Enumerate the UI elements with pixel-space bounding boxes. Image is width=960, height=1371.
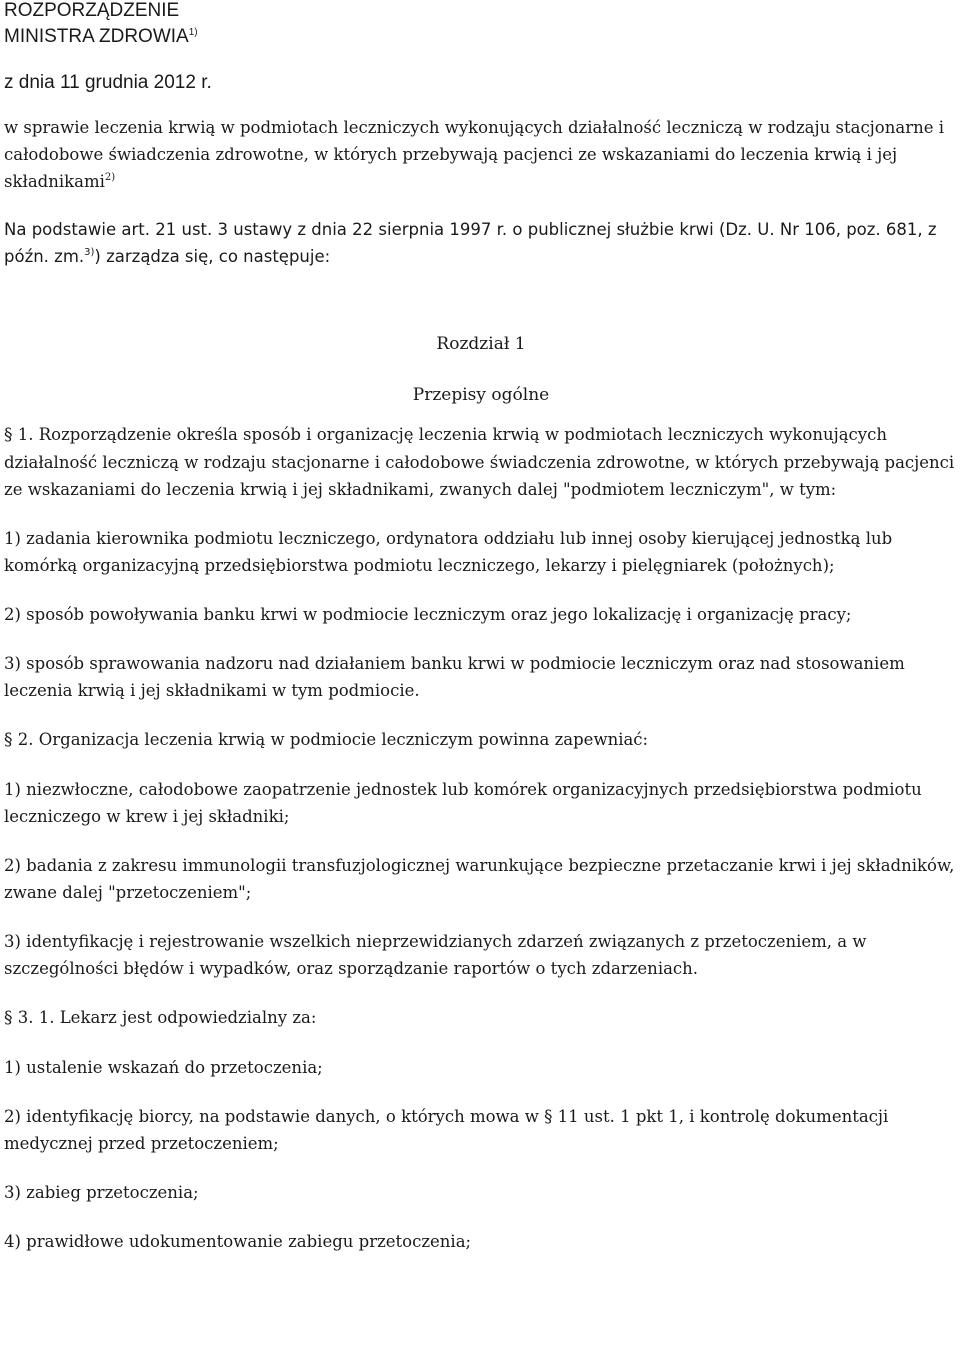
section-1-item-3 [4,650,958,704]
list-item-text: 3) identyfikację i rejestrowanie wszelkich nieprzewidzianych zdarzeń związanych z przetoczeniem, a w szczególności błędów i wypadków, oraz sporządzanie raportów o tych zdarzeniach. [4,932,867,978]
section-text: 1. Lekarz jest odpowiedzialny za: [38,1008,317,1027]
list-item-text: 1) zadania kierownika podmiotu leczniczego, ordynatora oddziału lub innej osoby kierującej jednostką lub komórką organizacyjną przedsiębiorstwa podmiotu leczniczego, lekarzy i pielęgniarek (położnych); [4,529,893,575]
document-type [4,0,958,24]
section-text: Organizacja leczenia krwią w podmiocie leczniczym powinna zapewniać: [38,730,649,749]
chapter-title [4,383,958,407]
list-item-text: 3) sposób sprawowania nadzoru nad działaniem banku krwi w podmiocie leczniczym oraz nad stosowaniem leczenia krwią i jej składnikami w tym podmiocie. [4,654,905,700]
section-3-item-1 [4,1054,958,1081]
document-subject [4,114,958,195]
section-symbol: § [4,425,13,445]
section-2-item-3 [4,928,958,982]
issuer-line [4,24,958,50]
list-item-text: 2) sposób powoływania banku krwi w podmiocie leczniczym oraz jego lokalizację i organizację pracy; [4,605,852,624]
section-number: 3. [12,1008,39,1027]
chapter-number [4,332,958,356]
list-item-text: 2) badania z zakresu immunologii transfuzjologicznej warunkujące bezpieczne przetaczanie krwi i jej składników, zwane dalej "przetoczeniem"; [4,856,955,902]
legal-basis [4,216,958,270]
chapter-title-text: Przepisy ogólne [412,385,550,405]
section-3-item-3 [4,1179,958,1206]
section-3-item-4 [4,1228,958,1255]
section-text: Rozporządzenie określa sposób i organizację leczenia krwią w podmiotach leczniczych wykonujących działalność leczniczą w rodzaju stacjonarne i całodobowe świadczenia zdrowotne, w których przebywają pacjenci ze wskazaniami do leczenia krwią i jej składnikami, zwanych dalej "podmiotem leczniczym", w tym: [4,425,955,499]
section-2-item-2 [4,852,958,906]
list-item-text: 1) ustalenie wskazań do przetoczenia; [4,1058,323,1077]
subject-text: w sprawie leczenia krwią w podmiotach leczniczych wykonujących działalność leczniczą w rodzaju stacjonarne i całodobowe świadczenia zdrowotne, w których przebywają pacjenci ze wskazaniami do leczenia krwią i jej składnikami [4,118,945,191]
list-item-text: 3) zabieg przetoczenia; [4,1183,199,1202]
chapter-number-text: Rozdział 1 [436,334,526,354]
legal-basis-ending: ) zarządza się, co następuje: [94,247,331,266]
footnote-ref-2[interactable]: 2) [104,172,116,183]
section-number: 1. [12,425,39,444]
footnote-ref-1[interactable]: 1) [188,27,198,38]
section-2 [4,726,958,754]
document-date [4,70,958,96]
list-item-text: 1) niezwłoczne, całodobowe zaopatrzenie jednostek lub komórek organizacyjnych przedsiębiorstwa podmiotu leczniczego w krew i jej składniki; [4,780,922,826]
section-1-item-1 [4,525,958,579]
section-1 [4,421,958,503]
section-2-item-1 [4,776,958,830]
legal-basis-text: Na podstawie art. 21 ust. 3 ustawy z dnia 22 sierpnia 1997 r. o publicznej służbie krwi (Dz. U. Nr 106, poz. 681, z późn. zm. [4,220,937,266]
list-item-text: 2) identyfikację biorcy, na podstawie danych, o których mowa w § 11 ust. 1 pkt 1, i kontrolę dokumentacji medycznej przed przetoczeniem; [4,1107,889,1153]
section-symbol: § [4,730,13,750]
footnote-ref-3[interactable]: 3) [84,247,95,258]
section-1-item-2 [4,601,958,628]
document-page [4,0,958,1255]
list-item-text: 4) prawidłowe udokumentowanie zabiegu przetoczenia; [4,1232,472,1251]
document-type-text: ROZPORZĄDZENIE [4,0,180,21]
issuer-text: MINISTRA ZDROWIA [4,26,189,47]
section-3-item-2 [4,1103,958,1157]
section-3 [4,1004,958,1032]
document-date-text: z dnia 11 grudnia 2012 r. [4,72,212,93]
section-symbol: § [4,1008,13,1028]
section-number: 2. [12,730,39,749]
